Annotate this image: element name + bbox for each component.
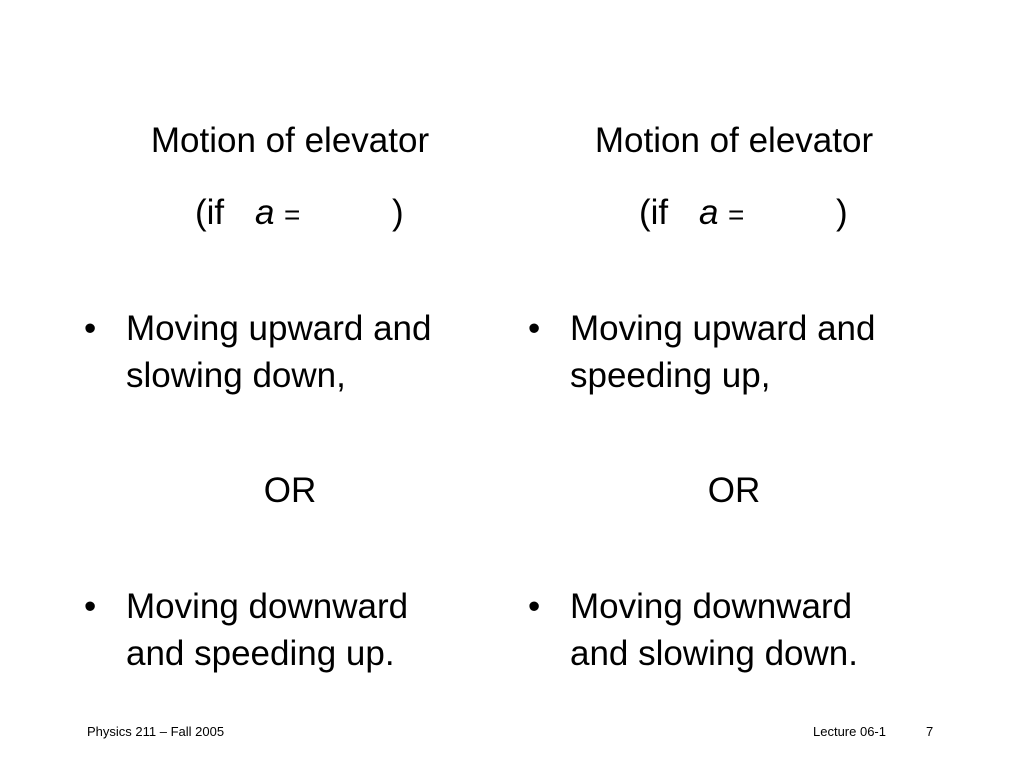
condition-close: ) <box>392 193 404 232</box>
bullet-text: Moving downward and speeding up. <box>126 587 409 673</box>
condition-line <box>614 193 854 233</box>
bullet-icon: • <box>84 587 97 626</box>
column-heading: Motion of elevator <box>594 121 874 160</box>
column-heading: Motion of elevator <box>150 121 430 160</box>
acceleration-symbol: a <box>699 193 719 232</box>
acceleration-condition <box>80 193 500 242</box>
or-separator: OR <box>707 471 761 510</box>
left-column <box>80 0 500 700</box>
condition-open: (if <box>639 193 669 232</box>
bullet-text: Moving upward and slowing down, <box>126 309 432 395</box>
acceleration-condition <box>524 193 944 242</box>
footer-course: Physics 211 – Fall 2005 <box>87 724 225 739</box>
condition-line <box>170 193 410 233</box>
footer-lecture: Lecture 06-1 <box>813 724 886 739</box>
bullet-icon: • <box>528 309 541 348</box>
footer-page-number: 7 <box>926 724 934 739</box>
bullet-icon: • <box>84 309 97 348</box>
condition-close: ) <box>836 193 848 232</box>
condition-open: (if <box>195 193 225 232</box>
bullet-icon: • <box>528 587 541 626</box>
acceleration-symbol: a <box>255 193 275 232</box>
right-column <box>524 0 944 700</box>
bullet-text: Moving downward and slowing down. <box>570 587 858 673</box>
equals-sign: = <box>284 199 301 230</box>
bullet-text: Moving upward and speeding up, <box>570 309 876 395</box>
equals-sign: = <box>728 199 745 230</box>
or-separator: OR <box>263 471 317 510</box>
